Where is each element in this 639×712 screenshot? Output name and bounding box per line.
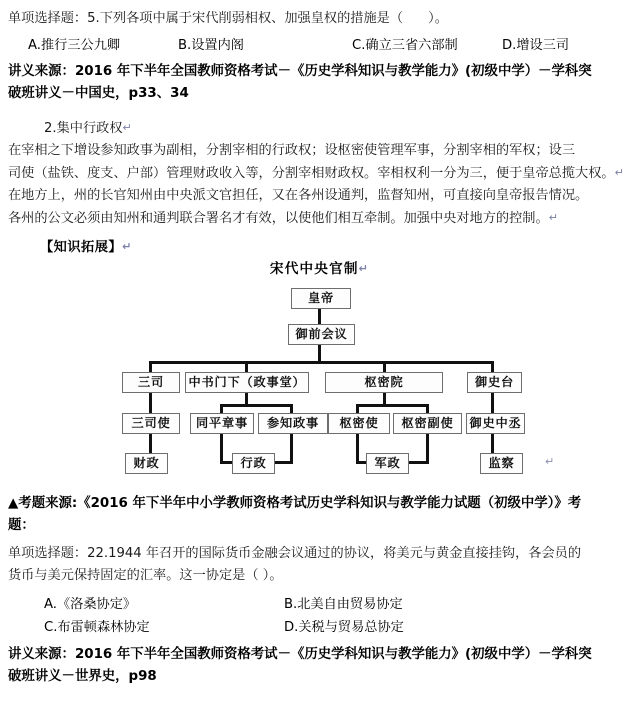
q1-option-a[interactable]: A.推行三公九卿 [28,38,121,53]
q2-stem-line-1: 单项选择题：22.1944 年召开的国际货币金融会议通过的协议，将美元与黄金直接挂钩，各会员的 [8,546,582,561]
edge-sansishi-to-caizheng [149,434,152,453]
diagram-node-council: 御前会议 [288,324,355,345]
edge-sansi-to-sansishi [149,393,152,413]
edge-zhongshu-split [220,404,293,407]
q2-source-line-2: 破班讲义－世界史，p98 [8,669,157,684]
edge-shumifushi-down [426,434,429,461]
pilcrow-icon: ↵ [122,121,132,134]
section-para2-line2 [0,207,639,230]
diagram-node-yushizhongcheng: 御史中丞 [466,413,525,434]
diagram-node-shumishi: 枢密使 [328,413,390,434]
pilcrow-icon: ↵ [614,166,624,179]
edge-shumiyuan-to-shumishi [356,404,359,413]
edge-shumishi-down [356,434,359,461]
section-heading-text: 2.集中行政权 [44,121,123,136]
edge-shumiyuan-split [356,404,429,407]
q1-source-line-2: 破班讲义－中国史，p33、34 [8,86,189,101]
edge-yushizhongcheng-to-jiancha [491,434,494,453]
edge-yushitai-to-yushizhongcheng [491,393,494,413]
edge-xingzheng-right-join [272,461,293,464]
extension-heading-text: 【知识拓展】 [40,240,123,255]
diagram-node-canzhizhengshi: 参知政事 [258,413,328,434]
edge-bus-to-zhongshu [245,361,248,372]
q2-option-b[interactable]: B.北美自由贸易协定 [284,597,403,612]
diagram-node-yushitai: 御史台 [467,372,522,393]
diagram-title [0,257,639,277]
edge-zhongshu-to-canzhizhengshi [290,404,293,413]
diagram-node-shumifushi: 枢密副使 [393,413,462,434]
diagram-node-shumiyuan: 枢密院 [325,372,443,393]
diagram-node-junzheng: 军政 [366,453,409,474]
diagram-node-sansishi: 三司使 [122,413,180,434]
edge-bus-to-shumiyuan [383,361,386,372]
q1-option-b[interactable]: B.设置内阁 [178,38,244,53]
diagram-node-emperor: 皇帝 [291,288,351,309]
pilcrow-icon: ↵ [545,455,555,468]
diagram-node-tongpingzhangshi: 同平章事 [190,413,254,434]
section-para1-line2-text: 司使（盐铁、度支、户部）管理财政收入等，分割宰相财政权。宰相权利一分为三，便于皇帝总揽大权。 [8,166,615,181]
q1-options [0,35,639,56]
section-para1-line1: 在宰相之下增设参知政事为副相，分割宰相的行政权；设枢密使管理军事，分割宰相的军权；设三 [8,143,576,158]
q1-source-line-1: 讲义来源：2016 年下半年全国教师资格考试－《历史学科知识与教学能力》(初级中学）－学科突 [8,64,592,79]
edge-bus-to-sansi [149,361,152,372]
q2-exam-source-line-2: 题： [8,518,35,533]
q2-stem-line-2: 货币与美元保持固定的汇率。这一协定是（ ）。 [8,568,283,583]
edge-tongpingzhangshi-down [220,434,223,461]
q2-source-line-1: 讲义来源：2016 年下半年全国教师资格考试－《历史学科知识与教学能力》(初级中学）－学科突 [8,647,592,662]
edge-zhongshu-stem [245,393,248,404]
q2-option-c[interactable]: C.布雷顿森林协定 [44,620,150,635]
q2-exam-source-line-1: ▲考题来源:《2016 年下半年中小学教师资格考试历史学科知识与教学能力试题（初级中学）》考 [8,496,582,511]
edge-emperor-to-council [318,309,321,324]
edge-zhongshu-to-tongpingzhangshi [220,404,223,413]
diagram-node-xingzheng: 行政 [232,453,275,474]
q2-options-row-2 [0,616,639,639]
edge-canzhizhengshi-down [290,434,293,461]
diagram-node-caizheng: 财政 [125,453,168,474]
diagram-node-sansi: 三司 [122,372,180,393]
section-heading [0,117,639,140]
q1-option-c[interactable]: C.确立三省六部制 [352,38,458,53]
edge-horizontal-bus [149,361,494,364]
q1-stem: 单项选择题：5.下列各项中属于宋代削弱相权、加强皇权的措施是（ ）。 [8,11,448,26]
extension-heading [0,236,639,255]
pilcrow-icon: ↵ [122,240,132,253]
q2-option-d[interactable]: D.关税与贸易总协定 [284,620,404,635]
section-para2-line1: 在地方上，州的长官知州由中央派文官担任，又在各州设通判，监督知州，可直接向皇帝报告情况。 [8,188,589,203]
diagram-node-jiancha: 监察 [480,453,523,474]
section-para2-line2-text: 各州的公文必须由知州和通判联合署名才有效，以使他们相互牵制。加强中央对地方的控制。 [8,211,549,226]
diagram-title-text: 宋代中央官制 [269,261,359,277]
section-para1-line2 [0,162,639,185]
edge-shumiyuan-stem [383,393,386,404]
q2-option-a[interactable]: A.《洛桑协定》 [44,597,137,612]
edge-bus-to-yushitai [491,361,494,372]
pilcrow-icon: ↵ [358,262,370,275]
edge-council-to-bus [318,345,321,361]
pilcrow-icon: ↵ [548,211,558,224]
q1-option-d[interactable]: D.增设三司 [502,38,570,53]
edge-shumiyuan-to-shumifushi [426,404,429,413]
q2-options-row-1 [0,593,639,616]
song-central-government-diagram [0,255,639,470]
diagram-node-zhongshu: 中书门下（政事堂） [185,372,309,393]
